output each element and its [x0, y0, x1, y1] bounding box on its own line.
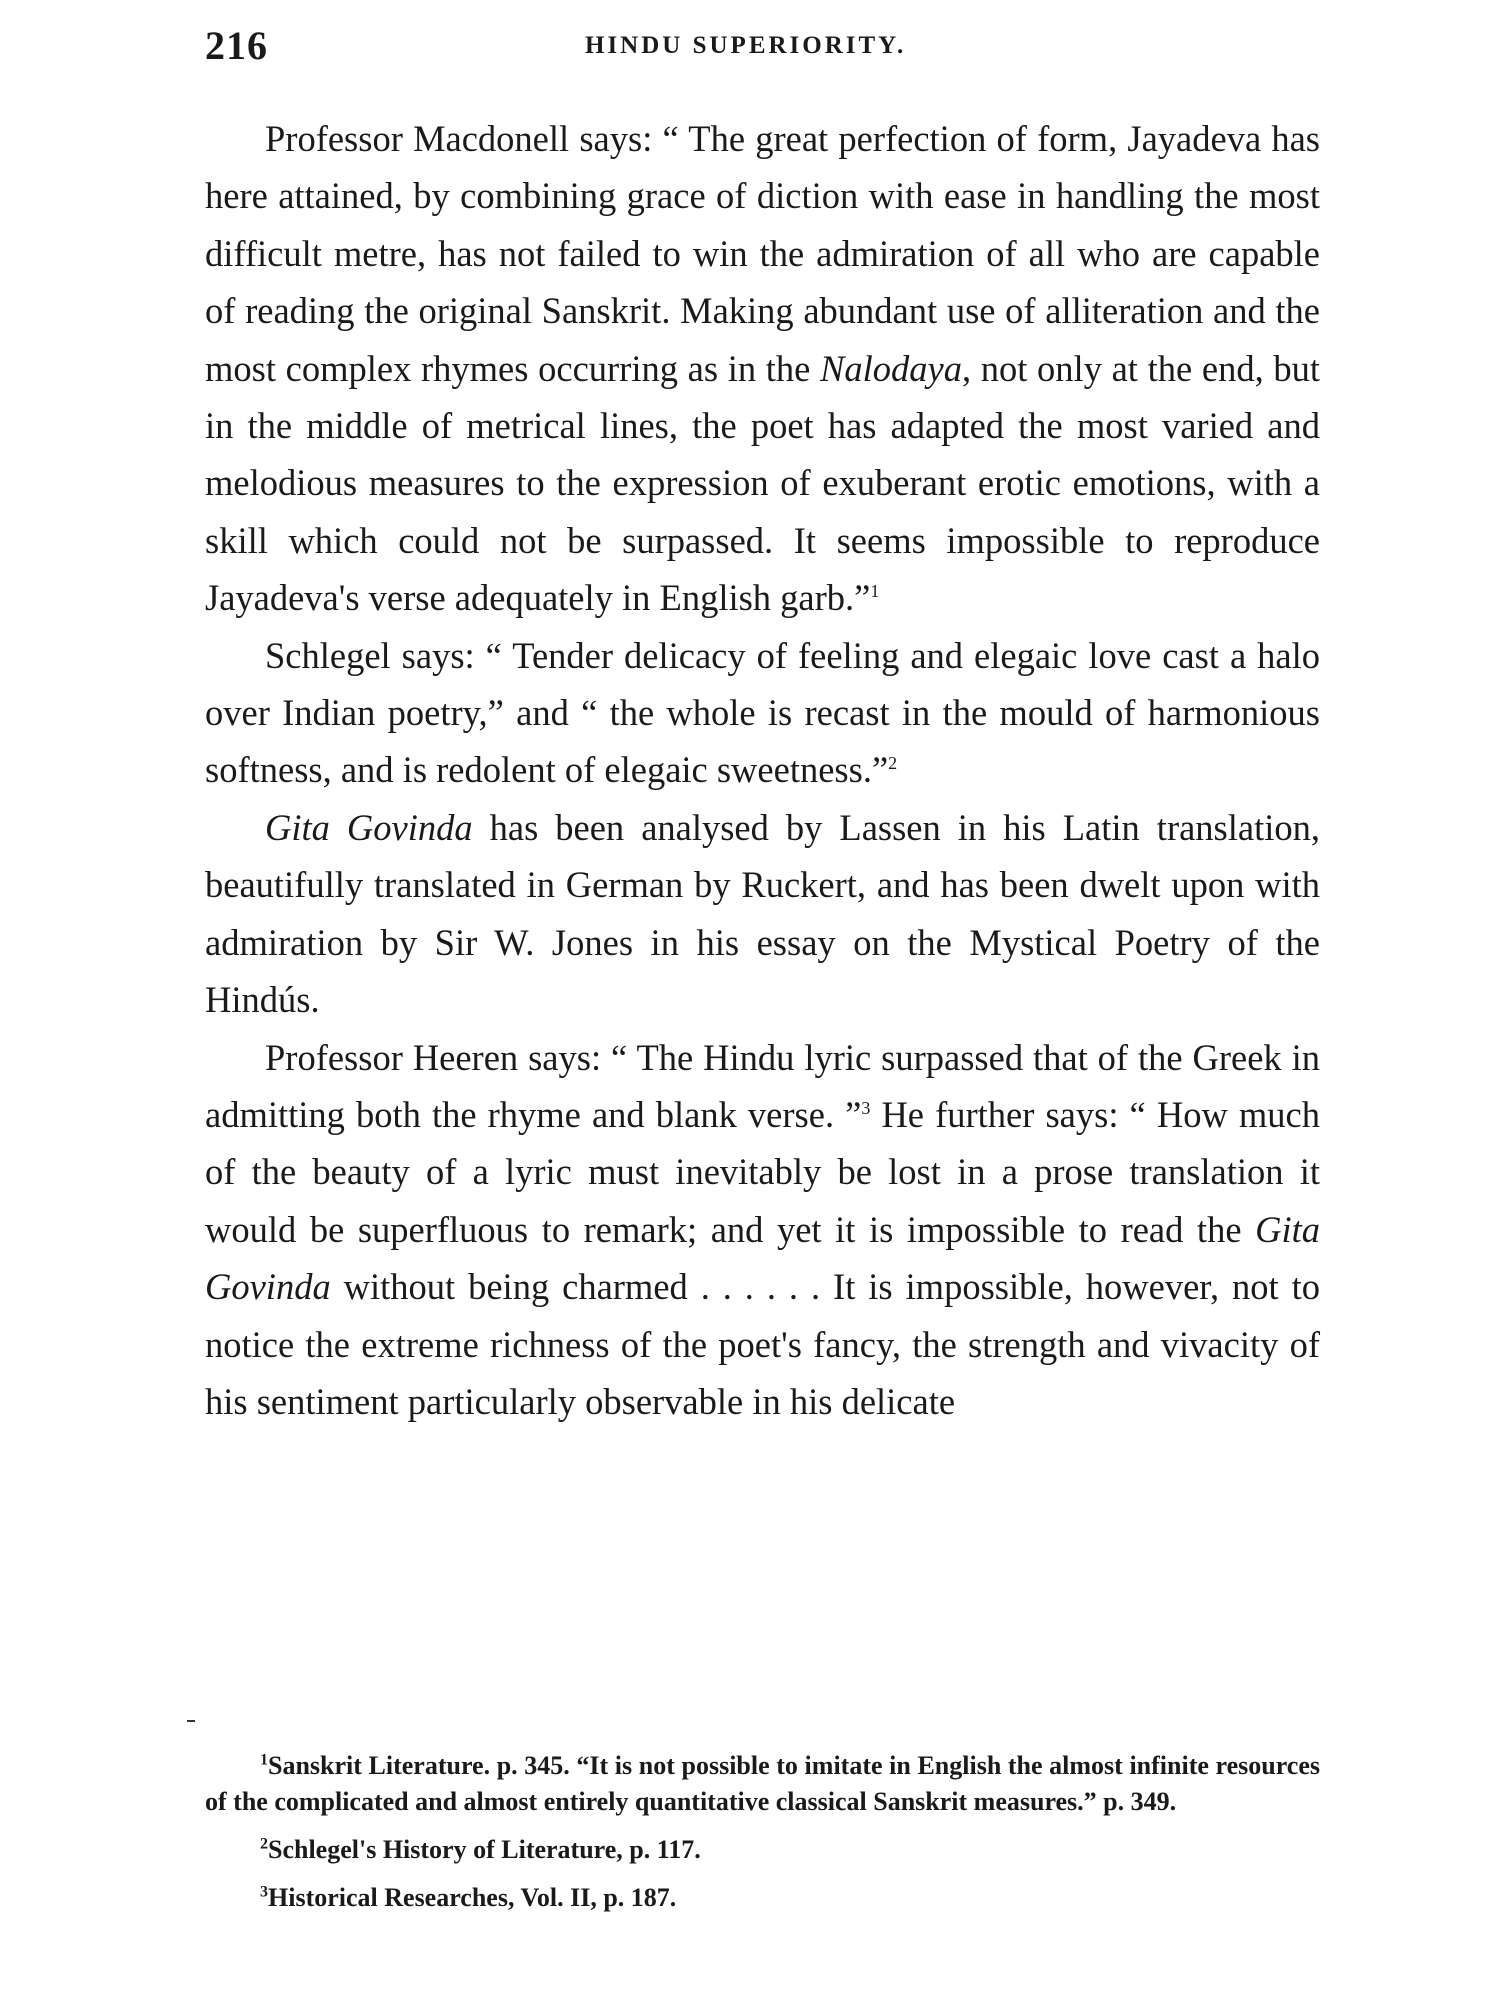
page-header [205, 22, 1320, 78]
footnote-text: Schlegel's History of Literature, p. 117. [268, 1835, 701, 1864]
paragraph-text: Professor Heeren says: “ The Hindu lyric surpassed that of the Greek in admitting both the rhyme and blank verse. ” [205, 1036, 1320, 1135]
running-head: HINDU SUPERIORITY. [585, 32, 907, 59]
paragraph-text: Schlegel says: “ Tender delicacy of feeling and elegaic love cast a halo over Indian poetry,” and “ the whole is recast in the mould of harmonious softness, and is redolent of elegaic sweetness.” [205, 634, 1320, 791]
page-number: 216 [205, 23, 268, 68]
paragraph-text: has been analysed by Lassen in his Latin translation, beautifully translated in German by Ruckert, and has been dwelt upon with admiration by Sir W. Jones in his essay on the Mystical Poetry of the Hindús. [205, 806, 1320, 1021]
footnote-rule [187, 1720, 195, 1722]
italic-title: Gita Govinda [205, 1208, 1320, 1308]
paragraph-gita-govinda [205, 799, 1320, 1029]
footnote-reference: 2 [888, 753, 898, 774]
footnote-mark: 1 [260, 1751, 268, 1769]
paragraph-schlegel [205, 627, 1320, 799]
paragraph-macdonell [205, 110, 1320, 627]
italic-title: Nalodaya [820, 347, 962, 389]
footnotes [205, 1748, 1320, 1928]
footnote-1 [205, 1748, 1320, 1820]
footnote-mark: 3 [260, 1883, 268, 1901]
footnote-reference: 3 [861, 1097, 871, 1118]
footnote-3 [205, 1880, 1320, 1916]
footnote-2 [205, 1832, 1320, 1868]
footnote-text: Historical Researches, Vol. II, p. 187. [268, 1883, 677, 1912]
paragraph-text: without being charmed . . . . . . It is impossible, however, not to notice the extreme richness of the poet's fancy, the strength and vivacity of his sentiment particularly observable in his delicate [205, 1266, 1320, 1422]
body-text [205, 110, 1320, 1430]
paragraph-heeren [205, 1029, 1320, 1431]
footnote-mark: 2 [260, 1835, 268, 1853]
paragraph-text: , not only at the end, but in the middle of metrical lines, the poet has adapted the most varied and melodious measures to the expression of exuberant erotic emotions, with a skill which could not be surpassed. It seems impossible to reproduce Jayadeva's verse adequately in English garb.” [205, 347, 1320, 619]
paragraph-text: He further says: “ How much of the beauty of a lyric must inevitably be lost in a prose translation it would be superfluous to remark; and yet it is impossible to read the [205, 1093, 1320, 1250]
footnote-text: Sanskrit Literature. p. 345. “It is not possible to imitate in English the almost infinite resources of the complicated and almost entirely quantitative classical Sanskrit measures.” p. 349. [205, 1751, 1320, 1816]
italic-title: Gita Govinda [265, 806, 473, 848]
footnote-reference: 1 [870, 581, 880, 602]
paragraph-text: Professor Macdonell says: “ The great perfection of form, Jayadeva has here attained, by combining grace of diction with ease in handling the most difficult metre, has not failed to win the admiration of all who are capable of reading the original Sanskrit. Making abundant use of alliteration and the most complex rhymes occurring as in the [205, 118, 1320, 389]
